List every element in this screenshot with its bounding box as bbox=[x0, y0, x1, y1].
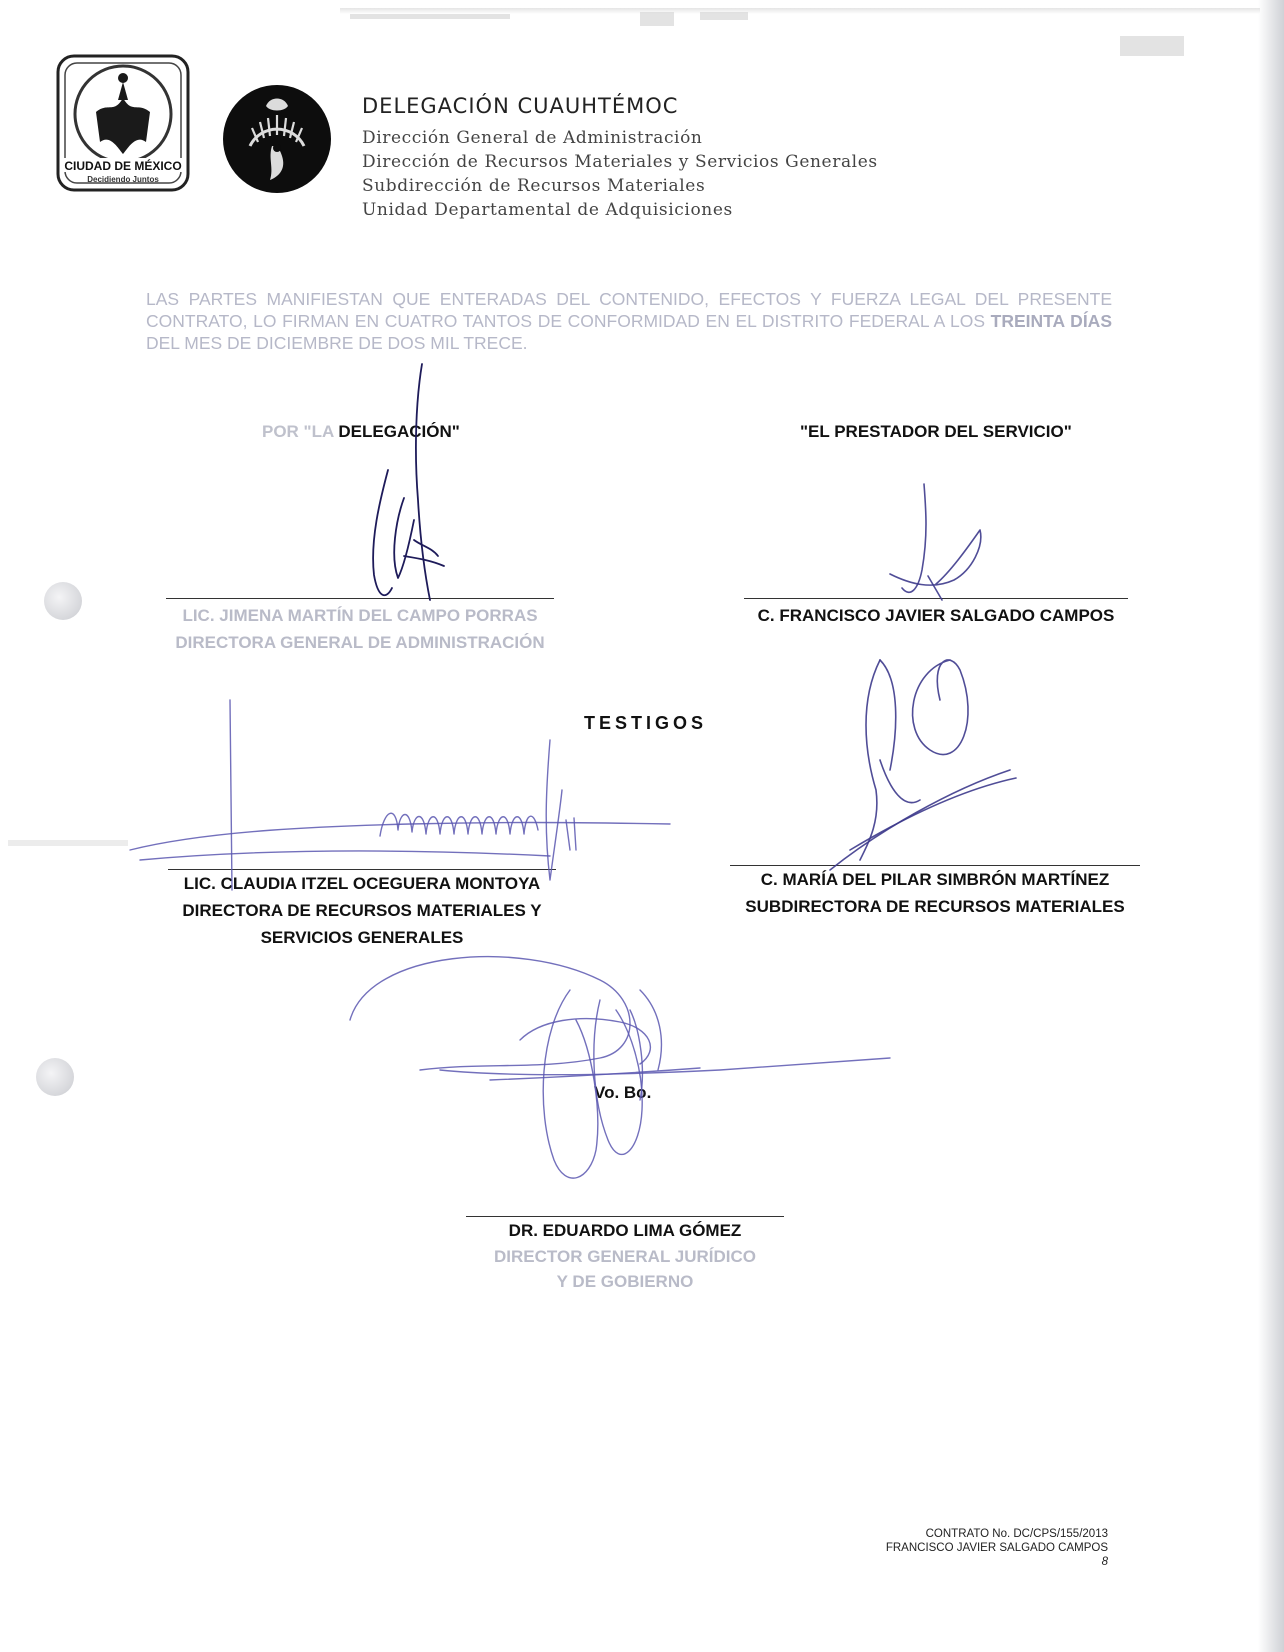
contract-number: CONTRATO No. DC/CPS/155/2013 bbox=[925, 1528, 1108, 1540]
letterhead bbox=[362, 94, 878, 222]
letterhead-line: Subdirección de Recursos Materiales bbox=[362, 176, 706, 196]
vobo-label: Vo. Bo. bbox=[594, 1083, 652, 1102]
scan-edge bbox=[1258, 0, 1284, 1652]
signature-line-testigo-1 bbox=[168, 869, 556, 870]
scan-artifact bbox=[8, 840, 128, 846]
title-line: DIRECTOR GENERAL JURÍDICO bbox=[494, 1247, 756, 1266]
cdmx-logo bbox=[56, 54, 190, 192]
punch-hole bbox=[36, 1058, 74, 1096]
title-line: Y DE GOBIERNO bbox=[556, 1272, 694, 1291]
footer-party-name: FRANCISCO JAVIER SALGADO CAMPOS bbox=[885, 1542, 1108, 1554]
logo-caption: CIUDAD DE MÉXICO bbox=[64, 159, 182, 173]
title-line: DIRECTORA DE RECURSOS MATERIALES Y bbox=[182, 901, 542, 920]
signature-line-testigo-2 bbox=[730, 865, 1140, 866]
signatory-title-testigo-1 bbox=[168, 897, 556, 951]
signature-line-delegacion bbox=[166, 598, 554, 599]
scan-artifact bbox=[350, 14, 510, 19]
page-number: 8 bbox=[1101, 1556, 1108, 1568]
signature-prestador bbox=[880, 480, 990, 620]
scan-artifact bbox=[700, 12, 748, 20]
letterhead-line: Unidad Departamental de Adquisiciones bbox=[362, 200, 733, 220]
signature-testigo-2 bbox=[820, 640, 1020, 880]
signatory-name-vobo: DR. EDUARDO LIMA GÓMEZ bbox=[508, 1221, 742, 1240]
org-title: DELEGACIÓN CUAUHTÉMOC bbox=[362, 94, 679, 118]
signatory-title-delegacion: DIRECTORA GENERAL DE ADMINISTRACIÓN bbox=[175, 633, 545, 652]
signatory-name-prestador: C. FRANCISCO JAVIER SALGADO CAMPOS bbox=[757, 606, 1115, 625]
party-label-delegacion bbox=[262, 422, 460, 442]
scan-artifact bbox=[1120, 36, 1184, 56]
signature-line-vobo bbox=[466, 1216, 784, 1217]
title-line: SERVICIOS GENERALES bbox=[260, 928, 464, 947]
cuauhtemoc-logo-icon bbox=[222, 84, 332, 194]
signatory-title-vobo bbox=[466, 1244, 784, 1294]
paragraph-date-emphasis: TREINTA DÍAS bbox=[990, 311, 1112, 331]
letterhead-line: Dirección de Recursos Materiales y Servicios Generales bbox=[362, 152, 878, 172]
page-footer bbox=[886, 1527, 1108, 1569]
party-label-main: DELEGACIÓN" bbox=[338, 422, 460, 441]
closing-paragraph bbox=[146, 288, 1112, 354]
cuauhtemoc-logo bbox=[222, 84, 332, 194]
signatory-name-delegacion: LIC. JIMENA MARTÍN DEL CAMPO PORRAS bbox=[182, 606, 538, 625]
signatory-name-testigo-2: C. MARÍA DEL PILAR SIMBRÓN MARTÍNEZ bbox=[760, 870, 1110, 889]
signatory-name-testigo-1: LIC. CLAUDIA ITZEL OCEGUERA MONTOYA bbox=[183, 874, 541, 893]
cdmx-logo-icon bbox=[56, 54, 190, 192]
signatory-title-testigo-2: SUBDIRECTORA DE RECURSOS MATERIALES bbox=[745, 897, 1125, 916]
scan-artifact bbox=[640, 12, 674, 26]
logo-tagline: Decidiendo Juntos bbox=[87, 175, 159, 184]
party-label-prefix: POR "LA bbox=[262, 422, 339, 441]
party-label-prestador: "EL PRESTADOR DEL SERVICIO" bbox=[800, 422, 1072, 441]
signature-vobo bbox=[340, 930, 900, 1230]
punch-hole bbox=[44, 582, 82, 620]
signature-delegacion bbox=[340, 360, 460, 610]
paragraph-text: DEL MES DE DICIEMBRE DE DOS MIL TRECE. bbox=[146, 333, 528, 353]
letterhead-line: Dirección General de Administración bbox=[362, 128, 703, 148]
testigos-heading: TESTIGOS bbox=[584, 713, 708, 733]
signature-line-prestador bbox=[744, 598, 1128, 599]
paragraph-text: LAS PARTES MANIFIESTAN QUE ENTERADAS DEL CONTENIDO, EFECTOS Y FUERZA LEGAL DEL PRESENTE CONTRATO, LO FIRMAN EN CUATRO TANTOS DE CONFORMIDAD EN EL DISTRITO FEDERAL A LOS bbox=[146, 289, 1112, 331]
